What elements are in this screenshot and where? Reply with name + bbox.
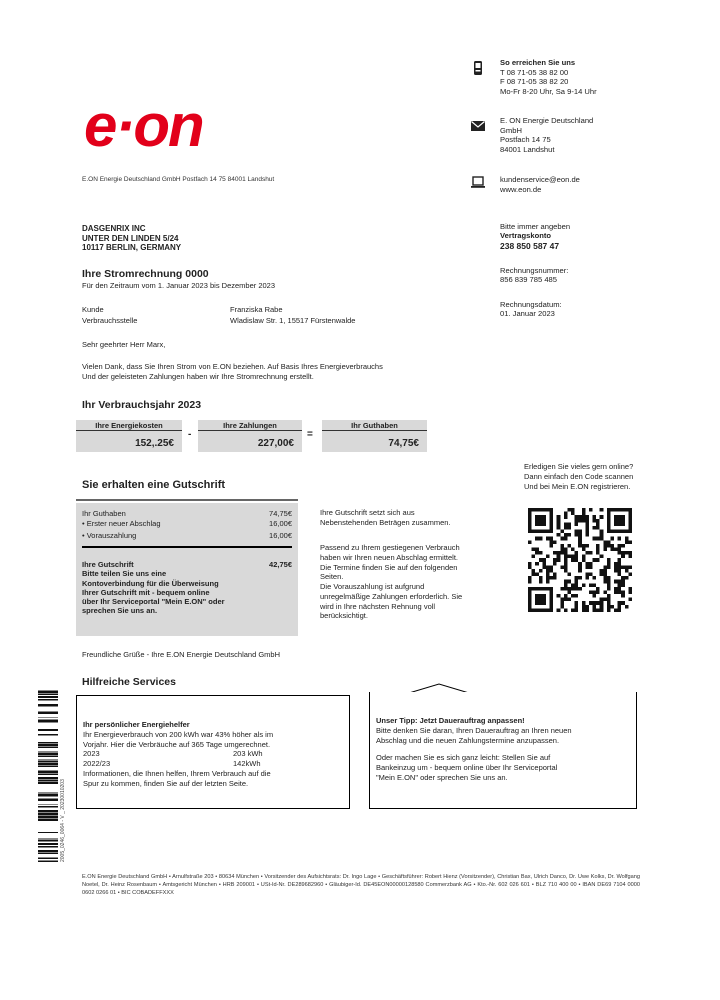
recipient-street: UNTER DEN LINDEN 5/24 [82, 233, 179, 243]
energy-helper-line: Spur zu kommen, finden Sie auf der letzten Seite. [83, 779, 249, 788]
energy-helper-line: Ihr Energieverbrauch von 200 kWh war 43% höher als im [83, 729, 274, 739]
website-link[interactable]: www.eon.de [500, 184, 542, 194]
email-link[interactable]: kundenservice@eon.de [500, 175, 580, 184]
consumption-row [83, 759, 343, 769]
consumption-site-label: Verbrauchsstelle [82, 316, 138, 325]
barcode-number: 2005_0246_0064 - V _ 20230010203 [60, 779, 66, 862]
explain-line: Passend zu Ihrem gestiegenen Verbrauch [320, 543, 460, 552]
customer-account-info [500, 222, 670, 252]
bill-title: Ihre Stromrechnung 0000 [82, 268, 209, 280]
credit-row-value: 16,00€ [269, 531, 292, 540]
credit-note-line: Ihrer Gutschrift mit - bequem online [82, 587, 210, 597]
credit-note [82, 560, 292, 616]
consumption-row [83, 749, 343, 759]
recipient-address [82, 224, 181, 253]
balance-label: Ihr Guthaben [322, 420, 427, 431]
payments-value: 227,00€ [257, 438, 294, 449]
explain-line: berücksichtigt. [320, 611, 368, 621]
intro-line: Vielen Dank, dass Sie Ihren Strom von E.ON beziehen. Auf Basis Ihres Energieverbrauchs [82, 362, 383, 371]
balance-value: 74,75€ [388, 438, 419, 449]
explain-line: wird in Ihre nächsten Rehnung voll [320, 601, 436, 611]
energy-helper-heading: Ihr persönlicher Energiehelfer [83, 720, 190, 729]
payments-box [198, 420, 302, 452]
consumption-value: 203 kWh [233, 749, 263, 759]
customer-account-sub: Vertragskonto [500, 231, 552, 241]
credit-row [82, 519, 292, 529]
explain-line: Ihre Gutschrift setzt sich aus [320, 508, 415, 517]
minus-operator: - [188, 429, 192, 440]
invoice-date-label: Rechnungsdatum: [500, 300, 562, 309]
energy-helper-line: Vorjahr. Hier die Verbräuche auf 365 Tage umgerechnet. [83, 739, 271, 749]
invoice-number-label: Rechnungsnummer: [500, 266, 569, 275]
mail-line: GmbH [500, 125, 522, 135]
recipient-company: DASGENRIX INC [82, 224, 146, 233]
explain-line: unregelmäßige Zahlungen erforderlich. Sie [320, 591, 463, 601]
credit-row-value: 16,00€ [269, 519, 292, 528]
phone-icon [470, 60, 486, 76]
services-heading: Hilfreiche Services [82, 676, 176, 688]
balance-box [322, 420, 427, 452]
credit-heading: Sie erhalten eine Gutschrift [82, 479, 226, 491]
energy-costs-value: 152,.25€ [135, 438, 174, 449]
explain-line: haben wir Ihren neuen Abschlag ermittelt. [320, 552, 458, 562]
credit-total-label: Ihre Gutschrift [82, 560, 134, 569]
energy-costs-label: Ihre Energiekosten [76, 420, 182, 431]
tip-line: "Mein E.ON" oder sprechen Sie uns an. [376, 772, 508, 782]
credit-total-rule [82, 546, 292, 548]
energy-helper-box [76, 695, 350, 809]
invoice-date-info [500, 300, 670, 319]
invoice-number-info [500, 266, 670, 285]
recipient-city: 10117 BERLIN, GERMANY [82, 243, 182, 253]
customer-account-number: 238 850 587 47 [500, 240, 560, 251]
invoice-number-value: 856 839 785 485 [500, 275, 558, 285]
credit-box [76, 503, 298, 636]
contact-mail [500, 116, 660, 155]
customer-account-label: Bitte immer angeben [500, 222, 571, 231]
mail-line: E. ON Energie Deutschland [500, 116, 594, 125]
tip-line: Bankeinzug um - bequem online über Ihr Serviceportal [376, 763, 558, 772]
intro-line: Und der geleisteten Zahlungen haben wir Ihre Stromrechnung erstellt. [82, 371, 314, 381]
consumption-value: 142kWh [233, 759, 261, 769]
contact-hours-line: Mo-Fr 8-20 Uhr, Sa 9-14 Uhr [500, 87, 597, 97]
credit-explanation [320, 508, 510, 528]
customer-name: Franziska Rabe [230, 305, 283, 314]
online-line: Erledigen Sie vieles gern online? [524, 462, 634, 471]
explain-line: Seiten. [320, 572, 344, 582]
credit-row-value: 74,75€ [269, 509, 292, 518]
credit-row-label: Ihr Guthaben [82, 509, 126, 518]
mail-line: Postfach 14 75 [500, 135, 551, 145]
tip-line: Abschlag und die neuen Zahlungstermine anzupassen. [376, 735, 560, 745]
credit-row [82, 531, 292, 541]
credit-row [82, 509, 292, 519]
invoice-date-value: 01. Januar 2023 [500, 309, 555, 319]
credit-note-line: sprechen Sie uns an. [82, 606, 158, 616]
credit-note-line: über Ihr Serviceportal "Mein E.ON" oder [82, 597, 225, 607]
bill-period: Für den Zeitraum vom 1. Januar 2023 bis Dezember 2023 [82, 281, 276, 290]
payments-label: Ihre Zahlungen [198, 420, 302, 431]
contact-phone-line: T 08 71-05 38 82 00 [500, 67, 569, 77]
sender-line: E.ON Energie Deutschland GmbH Postfach 14 75 84001 Landshut [82, 176, 275, 183]
explain-line: Nebenstehenden Beträgen zusammen. [320, 517, 451, 527]
explain-line: Die Termine finden Sie auf den folgenden [320, 562, 458, 572]
installment-explanation [320, 543, 510, 621]
consumption-site-address: Wladislaw Str. 1, 15517 Fürstenwalde [230, 316, 356, 325]
consumption-year-heading: Ihr Verbrauchsjahr 2023 [82, 399, 202, 411]
credit-row-label: • Vorauszahlung [82, 531, 137, 540]
customer-label: Kunde [82, 305, 104, 314]
laptop-icon [470, 174, 486, 190]
consumption-year: 2023 [83, 749, 100, 759]
qr-code-icon[interactable] [528, 508, 632, 612]
contact-web [500, 175, 660, 194]
eon-logo [84, 100, 254, 156]
contact-title: So erreichen Sie uns [500, 58, 576, 67]
contact-fax-line: F 08 71-05 38 82 20 [500, 77, 569, 87]
tip-line: Bitte denken Sie daran, Ihren Dauerauftrag an Ihren neuen [376, 725, 572, 735]
tip-line: Oder machen Sie es sich ganz leicht: Stellen Sie auf [376, 753, 551, 763]
online-line: Und bei Mein E.ON registrieren. [524, 481, 631, 491]
contact-phone [500, 58, 660, 97]
standing-order-tip-box [369, 692, 637, 809]
legal-footer: E.ON Energie Deutschland GmbH • Arnulfstraße 203 • 80634 München • Vorsitzender des Aufsichtsrats: Dr. Ingo Lage • Geschäftsführer: Robert Hienz (Vorsitzender), Christian Bax, Ulrich Danco, Dr. Uwe Kolks, Dr. Wolfgang Noetel, Dr. Heinz Rosenbaum • Amtsgericht München • HRB 209001 • USt-Id-Nr. DE289682960 • Gläubiger-Id. DE45EON00000128580 Commerzbank AG • Kto.-Nr. 602 026 601 • BLZ 710 400 00 • IBAN DE69 7104 0000 0602 0266 01 • BIC COBADEFFXXX [82, 874, 640, 897]
eon-logo-text: e·on [84, 100, 203, 156]
barcode-icon [38, 684, 58, 862]
credit-row-label: • Erster neuer Abschlag [82, 519, 161, 528]
energy-costs-box [76, 420, 182, 452]
mail-icon [470, 118, 486, 134]
equals-operator: = [307, 429, 313, 440]
intro-text [82, 362, 482, 382]
energy-helper-line: Informationen, die Ihnen helfen, Ihrem Verbrauch auf die [83, 769, 271, 779]
explain-line: Die Vorauszahlung ist aufgrund [320, 582, 425, 591]
credit-note-line: Kontoverbindung für die Überweisung [82, 578, 219, 588]
online-line: Dann einfach den Code scannen [524, 471, 634, 481]
credit-total-value: 42,75€ [269, 560, 292, 569]
salutation: Sehr geehrter Herr Marx, [82, 340, 166, 349]
closing-greeting: Freundliche Grüße - Ihre E.ON Energie Deutschland GmbH [82, 650, 280, 659]
online-prompt [524, 462, 694, 491]
mail-line: 84001 Landshut [500, 145, 555, 155]
credit-note-line: Bitte teilen Sie uns eine [82, 569, 167, 579]
credit-divider [76, 499, 298, 501]
tip-heading: Unser Tipp: Jetzt Dauerauftrag anpassen! [376, 716, 525, 725]
consumption-year: 2022/23 [83, 759, 111, 769]
